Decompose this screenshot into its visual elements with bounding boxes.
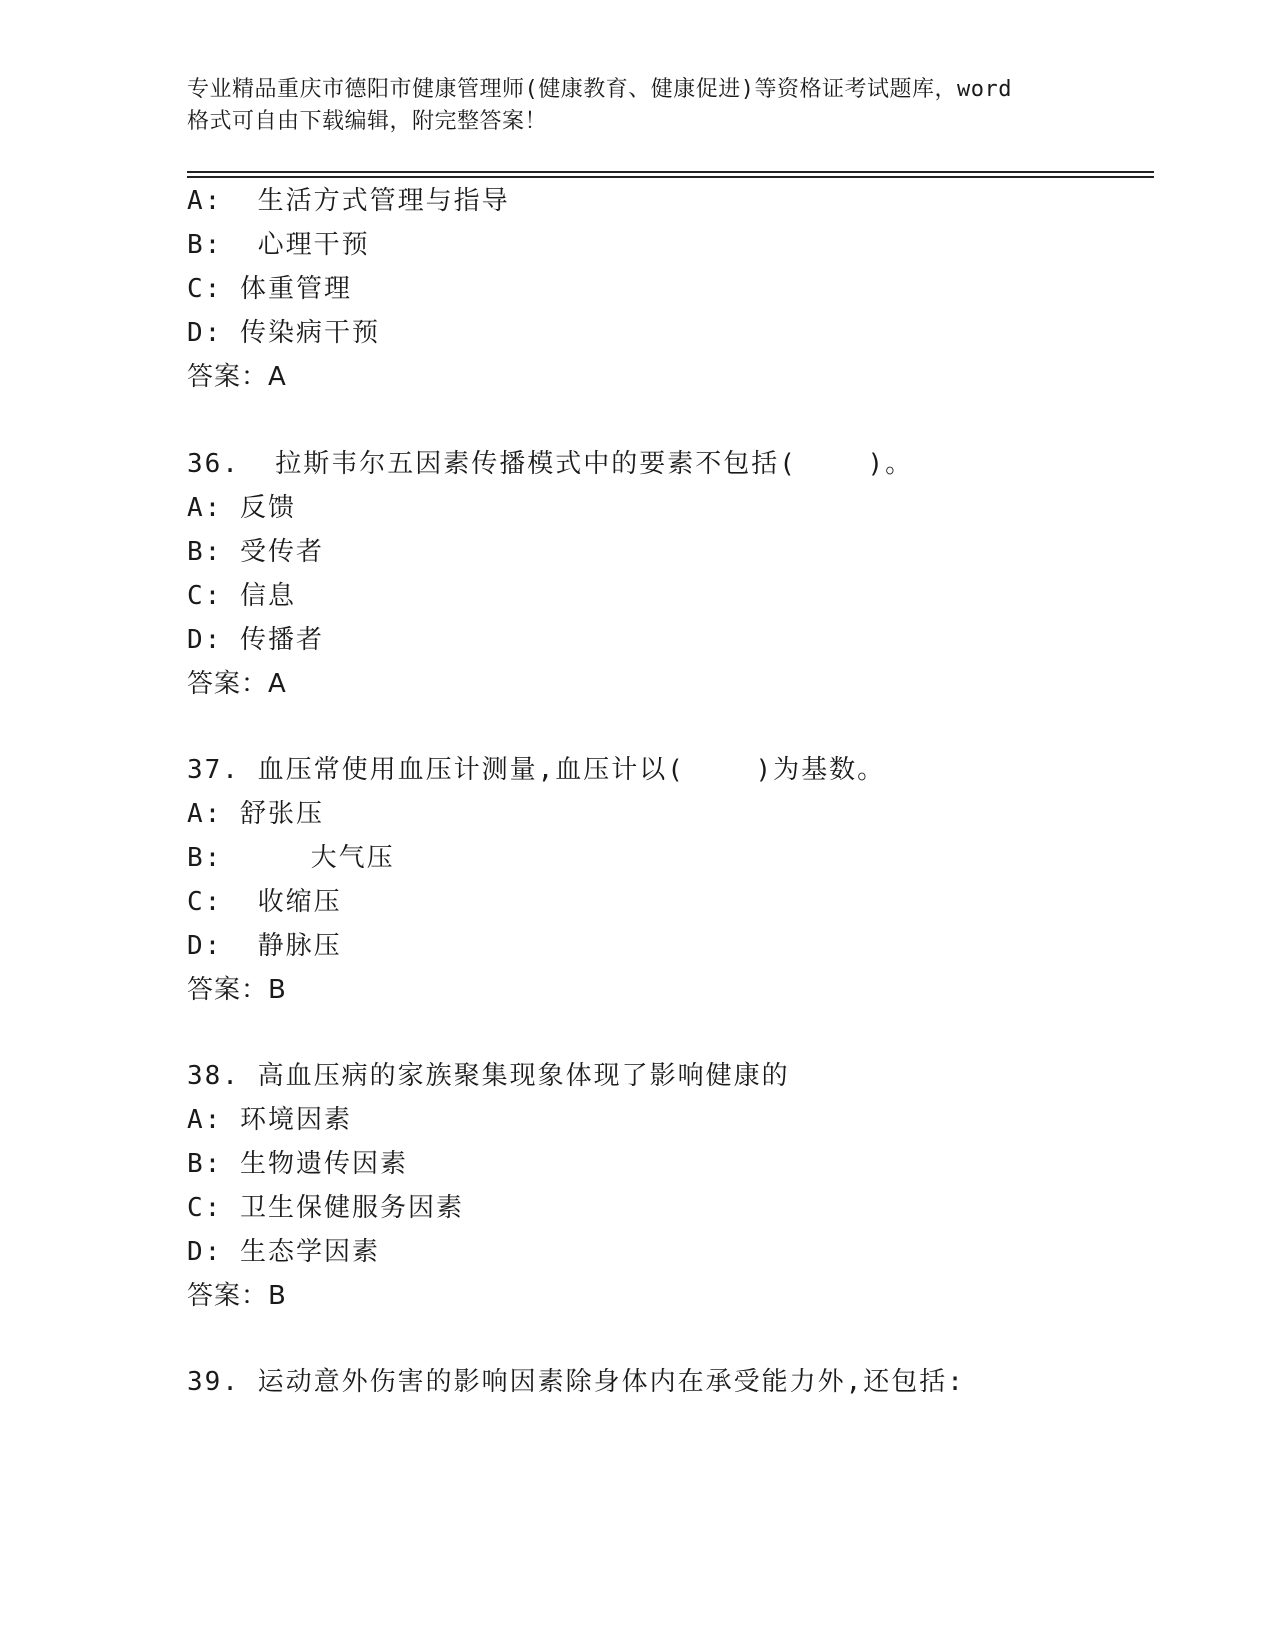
q35-option-b: B: 心理干预	[187, 230, 370, 260]
header-line-2: 格式可自由下载编辑，附完整答案！	[187, 109, 548, 134]
header-divider-bottom	[187, 176, 1154, 178]
q35-option-d: D: 传染病干预	[187, 318, 380, 348]
q36-option-a: A: 反馈	[187, 493, 296, 523]
q35-answer: 答案：A	[187, 362, 287, 392]
q37-answer: 答案：B	[187, 975, 287, 1005]
header-line-1: 专业精品重庆市德阳市健康管理师(健康教育、健康促进)等资格证考试题库，word	[187, 77, 1012, 102]
q36-question: 36. 拉斯韦尔五因素传播模式中的要素不包括( )。	[187, 449, 914, 479]
q37-question: 37. 血压常使用血压计测量,血压计以( )为基数。	[187, 755, 886, 785]
q38-option-b: B: 生物遗传因素	[187, 1149, 408, 1179]
header-divider-top	[187, 171, 1154, 173]
q36-option-c: C: 信息	[187, 581, 296, 611]
q37-option-c: C: 收缩压	[187, 887, 342, 917]
q37-option-b: B: 大气压	[187, 843, 395, 873]
q39-question: 39. 运动意外伤害的影响因素除身体内在承受能力外,还包括:	[187, 1367, 965, 1397]
q37-option-a: A: 舒张压	[187, 799, 324, 829]
q38-option-a: A: 环境因素	[187, 1105, 352, 1135]
q38-question: 38. 高血压病的家族聚集现象体现了影响健康的	[187, 1061, 790, 1091]
q36-option-d: D: 传播者	[187, 625, 324, 655]
q36-answer: 答案：A	[187, 669, 287, 699]
q35-option-a: A: 生活方式管理与指导	[187, 186, 510, 216]
q37-option-d: D: 静脉压	[187, 931, 342, 961]
q36-option-b: B: 受传者	[187, 537, 324, 567]
q38-option-c: C: 卫生保健服务因素	[187, 1193, 464, 1223]
q35-option-c: C: 体重管理	[187, 274, 352, 304]
document-header	[187, 74, 1087, 138]
q38-option-d: D: 生态学因素	[187, 1237, 380, 1267]
q38-answer: 答案：B	[187, 1281, 287, 1311]
